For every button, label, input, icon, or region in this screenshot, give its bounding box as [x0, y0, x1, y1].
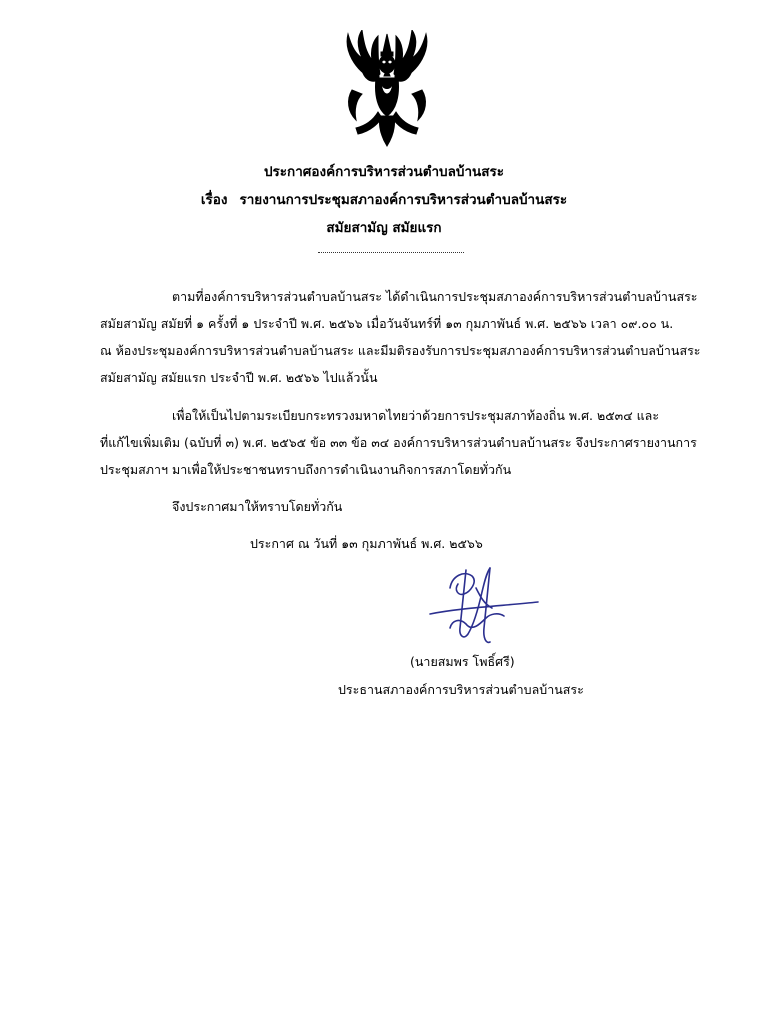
subject-label: เรื่อง: [200, 192, 228, 208]
paragraph2-line: เพื่อให้เป็นไปตามระเบียบกระทรวงมหาดไทยว่าด้วยการประชุมสภาท้องถิ่น พ.ศ. ๒๕๓๔ และ: [172, 408, 660, 423]
signature-icon: [420, 548, 540, 658]
announcement-session: สมัยสามัญ สมัยแรก: [326, 220, 442, 236]
paragraph2-line: ประชุมสภาฯ มาเพื่อให้ประชาชนทราบถึงการดำเนินงานกิจการสภาโดยทั่วกัน: [100, 462, 512, 477]
paragraph1-line: สมัยสามัญ สมัยที่ ๑ ครั้งที่ ๑ ประจำปี พ.ศ. ๒๕๖๖ เมื่อวันจันทร์ที่ ๑๓ กุมภาพันธ์ พ.ศ. ๒๕๖๖ เวลา ๐๙.๐๐ น.: [100, 316, 674, 331]
garuda-emblem-icon: [334, 30, 440, 148]
announcement-title: ประกาศองค์การบริหารส่วนตำบลบ้านสระ: [263, 164, 505, 180]
announcement-date: ประกาศ ณ วันที่ ๑๓ กุมภาพันธ์ พ.ศ. ๒๕๖๖: [250, 536, 483, 551]
signatory-position: ประธานสภาองค์การบริหารส่วนตำบลบ้านสระ: [338, 682, 584, 697]
paragraph1-line: ตามที่องค์การบริหารส่วนตำบลบ้านสระ ได้ดำเนินการประชุมสภาองค์การบริหารส่วนตำบลบ้านสระ: [172, 289, 698, 304]
announcement-subject: [0, 188, 768, 210]
paragraph2-line: ที่แก้ไขเพิ่มเติม (ฉบับที่ ๓) พ.ศ. ๒๕๖๕ ข้อ ๓๓ ข้อ ๓๔ องค์การบริหารส่วนตำบลบ้านสระ จึงประกาศรายงานการ: [100, 435, 697, 450]
signatory-name: (นายสมพร โพธิ์ศรี): [410, 654, 515, 669]
subject-text: รายงานการประชุมสภาองค์การบริหารส่วนตำบลบ้านสระ: [239, 192, 568, 208]
closing-text: จึงประกาศมาให้ทราบโดยทั่วกัน: [172, 499, 343, 514]
paragraph1-line: สมัยสามัญ สมัยแรก ประจำปี พ.ศ. ๒๕๖๖ ไปแล้วนั้น: [100, 370, 378, 385]
paragraph1-line: ณ ห้องประชุมองค์การบริหารส่วนตำบลบ้านสระ และมีมติรองรับการประชุมสภาองค์การบริหารส่วนตำบลบ้านสระ: [100, 343, 701, 358]
dotted-divider: [318, 242, 464, 253]
